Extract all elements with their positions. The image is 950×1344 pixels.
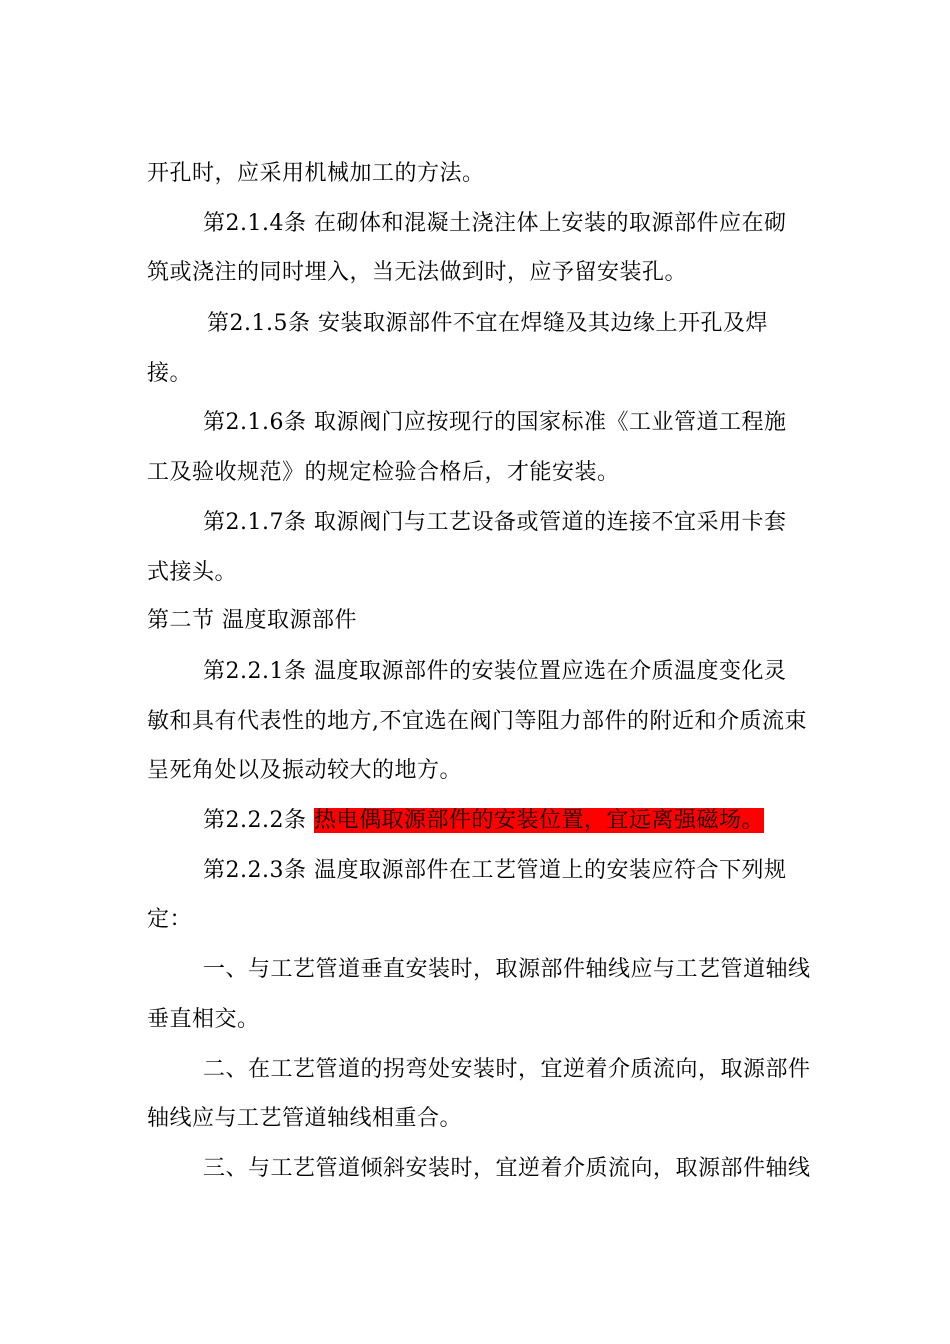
clause-2-1-4-line-2: 筑或浇注的同时埋入，当无法做到时，应予留安装孔。 [147, 260, 688, 285]
clause-2-2-3-line-1: 第2.2.3条 温度取源部件在工艺管道上的安装应符合下列规 [203, 858, 787, 883]
clause-2-1-4-line-1: 第2.1.4条 在砌体和混凝土浇注体上安装的取源部件应在砌 [203, 211, 787, 236]
clause-2-2-2-line [203, 806, 873, 836]
section-heading: 第二节 温度取源部件 [147, 608, 357, 633]
item-2-line-2: 轴线应与工艺管道轴线相重合。 [147, 1106, 463, 1131]
clause-2-1-7-line-2: 式接头。 [147, 560, 238, 585]
clause-2-2-1-line-2: 敏和具有代表性的地方,不宜选在阀门等阻力部件的附近和介质流束 [147, 709, 807, 734]
clause-2-1-5-line-1: 第2.1.5条 安装取源部件不宜在焊缝及其边缘上开孔及焊 [207, 311, 768, 336]
paragraph-line: 开孔时，应采用机械加工的方法。 [147, 161, 485, 186]
clause-2-1-7-line-1: 第2.1.7条 取源阀门与工艺设备或管道的连接不宜采用卡套 [203, 510, 787, 535]
clause-2-2-2-number: 第2.2.2条 [203, 808, 314, 833]
item-1-line-2: 垂直相交。 [147, 1007, 260, 1032]
clause-2-1-5-line-2: 接。 [147, 361, 193, 386]
item-3-line-1: 三、与工艺管道倾斜安装时，宜逆着介质流向，取源部件轴线 [203, 1156, 811, 1181]
clause-2-1-6-line-2: 工及验收规范》的规定检验合格后，才能安装。 [147, 460, 620, 485]
clause-2-1-6-line-1: 第2.1.6条 取源阀门应按现行的国家标准《工业管道工程施 [203, 410, 787, 435]
clause-2-2-1-line-3: 呈死角处以及振动较大的地方。 [147, 758, 463, 783]
item-1-line-1: 一、与工艺管道垂直安装时，取源部件轴线应与工艺管道轴线 [203, 957, 811, 982]
highlighted-text: 热电偶取源部件的安装位置，宜远离强磁场。 [313, 808, 764, 833]
clause-2-2-1-line-1: 第2.2.1条 温度取源部件的安装位置应选在介质温度变化灵 [203, 659, 787, 684]
item-2-line-1: 二、在工艺管道的拐弯处安装时，宜逆着介质流向，取源部件 [203, 1057, 811, 1082]
clause-2-2-3-line-2: 定： [147, 907, 193, 932]
